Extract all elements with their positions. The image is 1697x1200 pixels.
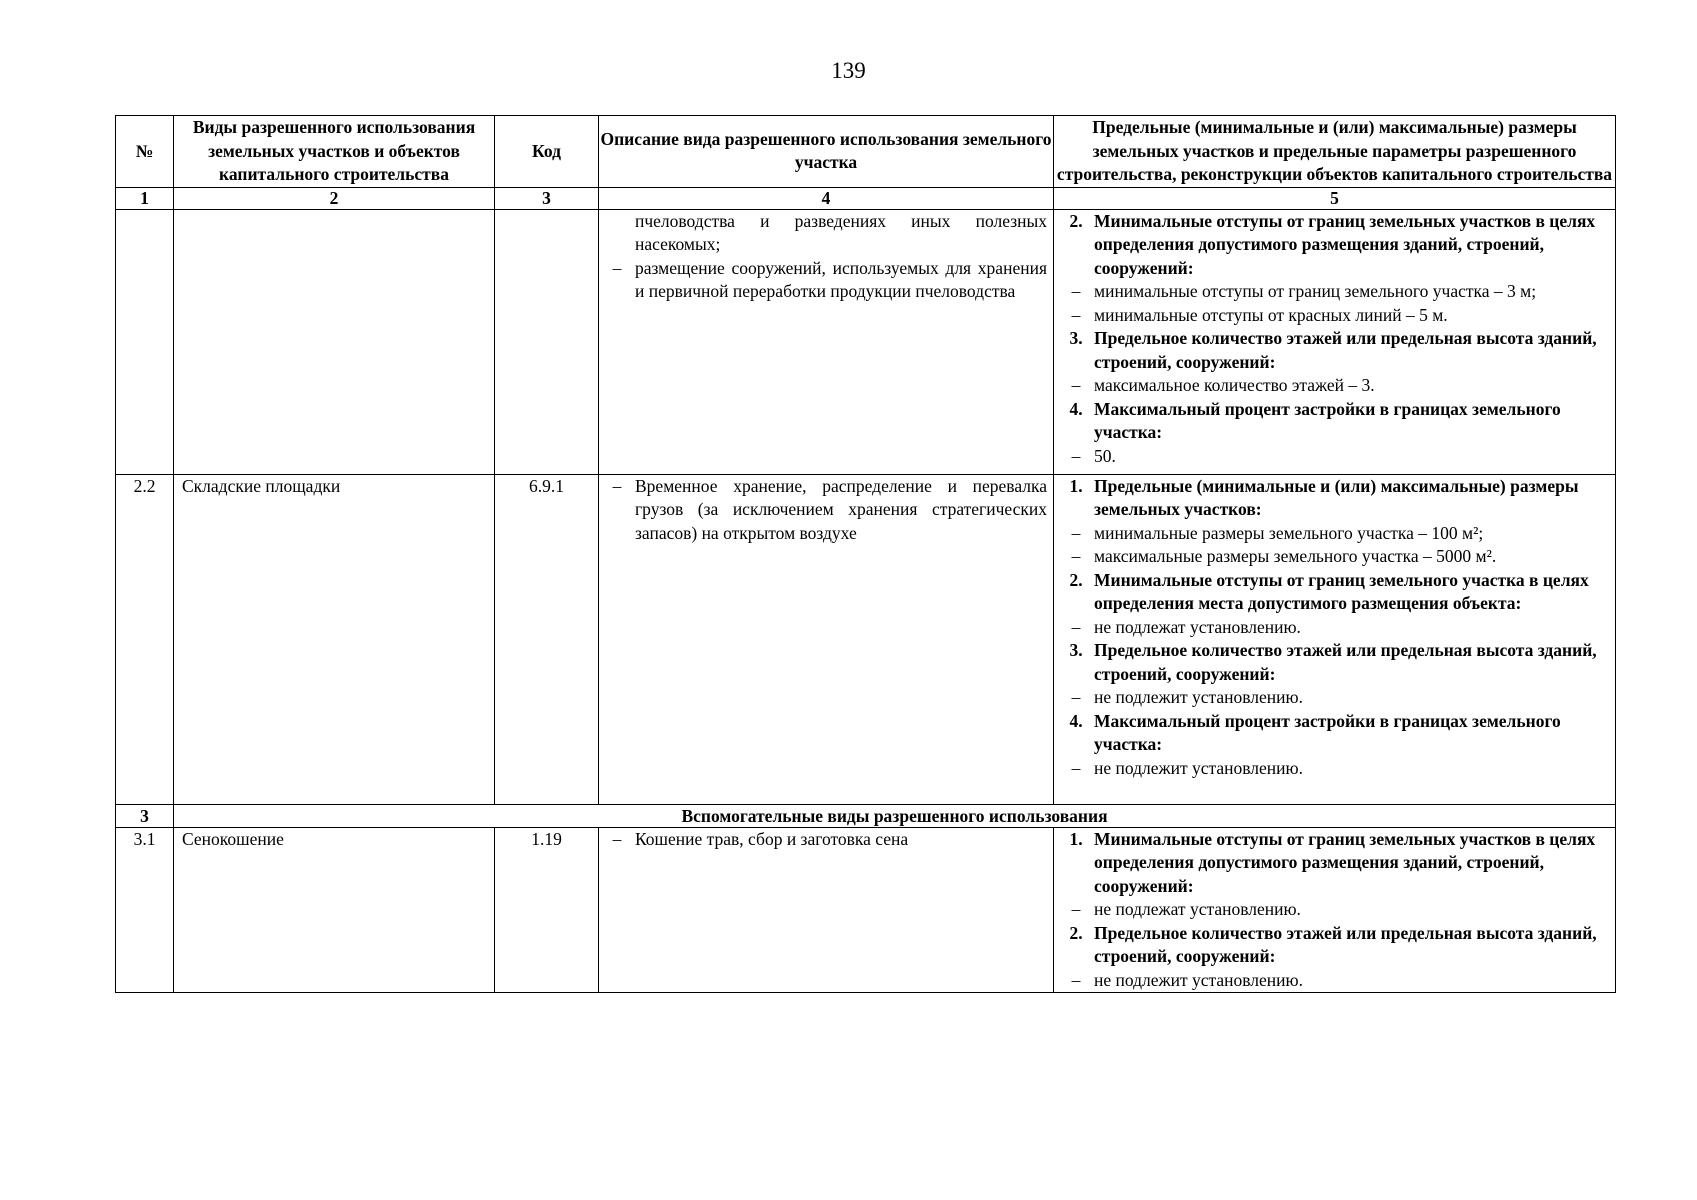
description-item [599,475,1053,546]
item-number: 2. [1069,922,1083,943]
limit-heading [1058,210,1613,281]
dash-marker: – [1071,445,1081,466]
section-num: 3 [116,804,174,827]
item-number: 2. [1069,210,1083,231]
limit-value-text: не подлежат установлению. [1094,899,1301,919]
limit-heading [1058,710,1613,757]
description-list [599,257,1053,304]
limit-value [1058,686,1613,710]
land-use-table [115,115,1616,993]
table-row-continuation [116,209,1616,474]
section-row-3 [116,804,1616,827]
limit-value-text: не подлежит установлению. [1094,757,1303,778]
limit-value [1058,616,1613,640]
limit-heading-text: Предельные (минимальные и (или) максимальные) размеры земельных участков: [1094,475,1579,519]
header-description: Описание вида разрешенного использования земельного участка [599,116,1054,188]
limit-heading [1058,327,1613,374]
column-number-row [116,187,1616,209]
limit-value [1058,898,1613,922]
cell-type: Сенокошение [174,827,495,993]
page-number: 139 [831,58,866,83]
limit-heading [1058,828,1613,899]
cell-description [599,474,1054,804]
cell-type: Складские площадки [174,474,495,804]
dash-marker: – [1071,546,1081,566]
section-title: Вспомогательные виды разрешенного использования [174,804,1616,827]
limit-heading-text: Минимальные отступы от границ земельных участков в целях определения допустимого размещения зданий, строений, сооружений: [1094,210,1596,278]
item-number: 3. [1069,640,1083,660]
limit-heading [1058,569,1613,616]
limit-value [1058,374,1613,398]
limit-heading-text: Максимальный процент застройки в границах земельного участка: [1094,398,1561,442]
cell-description [599,827,1054,993]
limit-heading-text: Предельное количество этажей или предельная высота зданий, строений, сооружений: [1094,640,1597,684]
limit-value-text: минимальные отступы от красных линий – 5 м. [1094,304,1448,325]
limit-value-text: не подлежат установлению. [1094,616,1301,637]
limit-heading-text: Минимальные отступы от границ земельного участка в целях определения места допустимого размещения объекта: [1094,569,1589,613]
description-item [599,257,1053,304]
limit-value [1058,304,1613,328]
limit-heading-text: Предельное количество этажей или предельная высота зданий, строений, сооружений: [1094,922,1597,966]
cell-code: 6.9.1 [495,474,599,804]
limit-heading [1058,922,1613,969]
description-list [599,828,1053,852]
item-number: 1. [1069,828,1083,849]
cell-code: 1.19 [495,827,599,993]
column-number: 4 [599,187,1054,209]
description-text: Временное хранение, распределение и перевалка грузов (за исключением хранения стратегических запасов) на открытом воздухе [635,475,1047,543]
limit-value [1058,969,1613,993]
dash-marker: – [612,257,622,278]
description-item [599,828,1053,852]
header-type: Виды разрешенного использования земельных участков и объектов капитального строительства [174,116,495,188]
dash-marker: – [1071,281,1081,301]
limit-value-text: 50. [1094,445,1116,466]
description-list [599,475,1053,546]
dash-marker: – [1071,616,1081,637]
header-num: № [116,116,174,188]
limit-heading-text: Предельное количество этажей или предельная высота зданий, строений, сооружений: [1094,328,1597,372]
dash-marker: – [1071,899,1081,919]
limit-heading-text: Максимальный процент застройки в границах земельного участка: [1094,710,1561,754]
cell-limits [1054,827,1616,993]
cell-limits [1054,209,1616,474]
header-code: Код [495,116,599,188]
dash-marker: – [1071,969,1081,990]
item-number: 2. [1069,569,1083,590]
item-number: 1. [1069,475,1083,496]
limit-heading [1058,398,1613,445]
column-number: 2 [174,187,495,209]
cell-description [599,209,1054,474]
header-row [116,116,1616,188]
limit-value-text: минимальные отступы от границ земельного участка – 3 м; [1094,281,1537,301]
limit-value [1058,757,1613,781]
table-row-3-1 [116,827,1616,993]
cell-num: 2.2 [116,474,174,804]
dash-marker: – [1071,687,1081,707]
dash-marker: – [1071,375,1081,395]
limit-value-text: не подлежит установлению. [1094,969,1303,990]
header-limits: Предельные (минимальные и (или) максимальные) размеры земельных участков и предельные параметры разрешенного строительства, реконструкции объектов капитального строительства [1054,116,1616,188]
cell-code [495,209,599,474]
limits-list [1054,210,1615,469]
limit-value [1058,522,1613,546]
limit-heading-text: Минимальные отступы от границ земельных участков в целях определения допустимого размещения зданий, строений, сооружений: [1094,828,1596,896]
limit-heading [1058,475,1613,522]
column-number: 5 [1054,187,1616,209]
dash-marker: – [1071,522,1081,543]
dash-marker: – [612,475,622,496]
cell-type [174,209,495,474]
limits-list [1054,828,1615,993]
limit-value [1058,445,1613,469]
description-text: Кошение трав, сбор и заготовка сена [635,828,909,849]
limits-list [1054,475,1615,781]
cell-limits [1054,474,1616,804]
limit-heading [1058,639,1613,686]
description-text: размещение сооружений, используемых для хранения и первичной переработки продукции пчеловодства [635,257,1047,301]
limit-value [1058,545,1613,569]
item-number: 3. [1069,328,1083,348]
table-row-2-2 [116,474,1616,804]
item-number: 4. [1069,398,1083,419]
cell-num [116,209,174,474]
dash-marker: – [612,828,622,849]
limit-value-text: максимальное количество этажей – 3. [1094,375,1375,395]
limit-value-text: минимальные размеры земельного участка – 100 м²; [1094,522,1484,543]
cell-num: 3.1 [116,827,174,993]
description-continuation: пчеловодства и разведениях иных полезных насекомых; [635,210,1047,254]
limit-value-text: не подлежит установлению. [1094,687,1303,707]
limit-value-text: максимальные размеры земельного участка – 5000 м². [1094,546,1497,566]
item-number: 4. [1069,710,1083,731]
limit-value [1058,280,1613,304]
column-number: 1 [116,187,174,209]
dash-marker: – [1071,757,1081,778]
column-number: 3 [495,187,599,209]
dash-marker: – [1071,304,1081,325]
